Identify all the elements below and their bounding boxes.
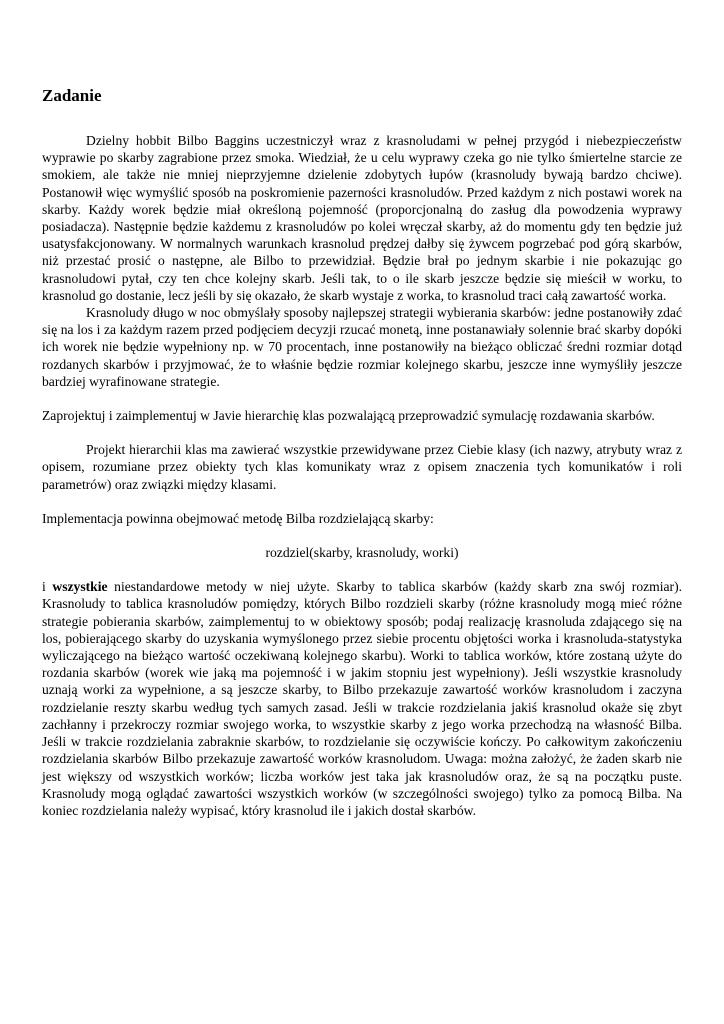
paragraph-implementation: Implementacja powinna obejmować metodę Bilba rozdzielającą skarby: <box>42 510 434 526</box>
paragraph-design: Projekt hierarchii klas ma zawierać wszystkie przewidywane przez Ciebie klasy (ich nazwy, atrybuty wraz z opisem, rozumiane przez obiekty tych klas komunikaty wraz z opisem znaczenia tych komunikatów i roli parametrów) oraz związki między klasami. <box>42 442 682 492</box>
details-prefix: i <box>42 579 53 595</box>
paragraph-story: Dzielny hobbit Bilbo Baggins uczestniczył wraz z krasnoludami w pełnej przygód i niebezpieczeństw wyprawie po skarby zagrabione przez smoka. Wiedział, że u celu wyprawy czeka go nie tylko śmiertelne starcie ze smokiem, ale także nie mniej nieprzyjemne dzielenie zdobytych łupów (krasnoludy bywają bardzo chciwe). Postanowił więc wymyślić sposób na poskromienie pazerności krasnoludów. Przed każdym z nich postawi worek na skarby. Każdy worek będzie miał określoną pojemność (proporcjonalną do zasług dla powodzenia wyprawy posiadacza). Następnie będzie każdemu z krasnoludów po kolei wręczał skarby, aż do momentu gdy ten będzie już usatysfakcjonowany. W normalnych warunkach krasnolud prędzej dałby się żywcem pogrzebać pod górą skarbów, niż przestać prosić o następne, ale Bilbo to przewidział. Będzie brał po jednym skarbie i nie pokazując go krasnoludowi pytał, czy ten chce kolejny skarb. Jeśli tak, to o ile skarb jeszcze będzie się mieścił w worku, to krasnolud go dostanie, lecz jeśli by się okazało, że skarb wystaje z worka, to krasnolud traci całą zawartość worka. <box>42 133 682 303</box>
document-page <box>42 86 682 819</box>
details-bold-word: wszystkie <box>52 579 108 595</box>
page-title: Zadanie <box>42 86 102 105</box>
details-text: niestandardowe metody w niej użyte. Skarby to tablica skarbów (każdy skarb zna swój rozmiar). Krasnoludy to tablica krasnoludów pomiędzy, których Bilbo rozdzieli skarby (różne krasnoludy mogą mieć różne strategie pobierania skarbów, zaimplementuj to w obiektowy sposób; podaj realizację krasnoluda zdającego się na los, pobierającego skarby do uzyskania wymyślonego przez siebie procentu objętości worka i krasnoluda-statystyka wyliczającego na bieżąco wartość oczekiwaną kolejnego skarbu). Worki to tablica worków, które zostaną użyte do rozdania skarbów (worek wie jaką ma pojemność i w jakim stopniu jest wypełniony). Jeśli wszystkie krasnoludy uznają worki za wypełnione, a są jeszcze skarby, to Bilbo przekazuje zawartość worków krasnoludom i zaczyna rozdzielanie reszty skarbu według tych samych zasad. Jeśli w trakcie rozdzielania jakiś krasnolud okaże się zbyt zachłanny i przekroczy rozmiar swojego worka, to wszystkie skarby z jego worka przechodzą na własność Bilba. Jeśli w trakcie rozdzielania zabraknie skarbów, to rozdzielanie się oczywiście kończy. Po całkowitym zakończeniu rozdzielania skarbów Bilbo przekazuje zawartość worków krasnoludom. Uwaga: można założyć, że żaden skarb nie jest większy od wszystkich worków; liczba worków jest taka jak krasnoludów oraz, że są na początku puste. Krasnoludy mogą oglądać zawartości wszystkich worków (w szczególności swojego) tylko za pomocą Bilba. Na koniec rozdzielania należy wypisać, który krasnolud ile i jakich dostał skarbów. <box>42 579 682 818</box>
method-signature: rozdziel(skarby, krasnoludy, worki) <box>265 545 459 561</box>
paragraph-task: Zaprojektuj i zaimplementuj w Javie hierarchię klas pozwalającą przeprowadzić symulację rozdawania skarbów. <box>42 408 655 424</box>
paragraph-details <box>42 578 682 819</box>
paragraph-strategies: Krasnoludy długo w noc obmyślały sposoby najlepszej strategii wybierania skarbów: jedne postanowiły zdać się na los i za każdym razem przed podjęciem decyzji rzucać monetą, inne postanawiały solennie brać skarby dopóki ich worek nie będzie wypełniony np. w 70 procentach, inne postanowiły na bieżąco obliczać średni rozmiar dotąd rozdanych skarbów i przyjmować, że to właśnie będzie rozmiar kolejnego skarbu, jeszcze inne wymyśliły jeszcze bardziej wyrafinowane strategie. <box>42 305 682 389</box>
